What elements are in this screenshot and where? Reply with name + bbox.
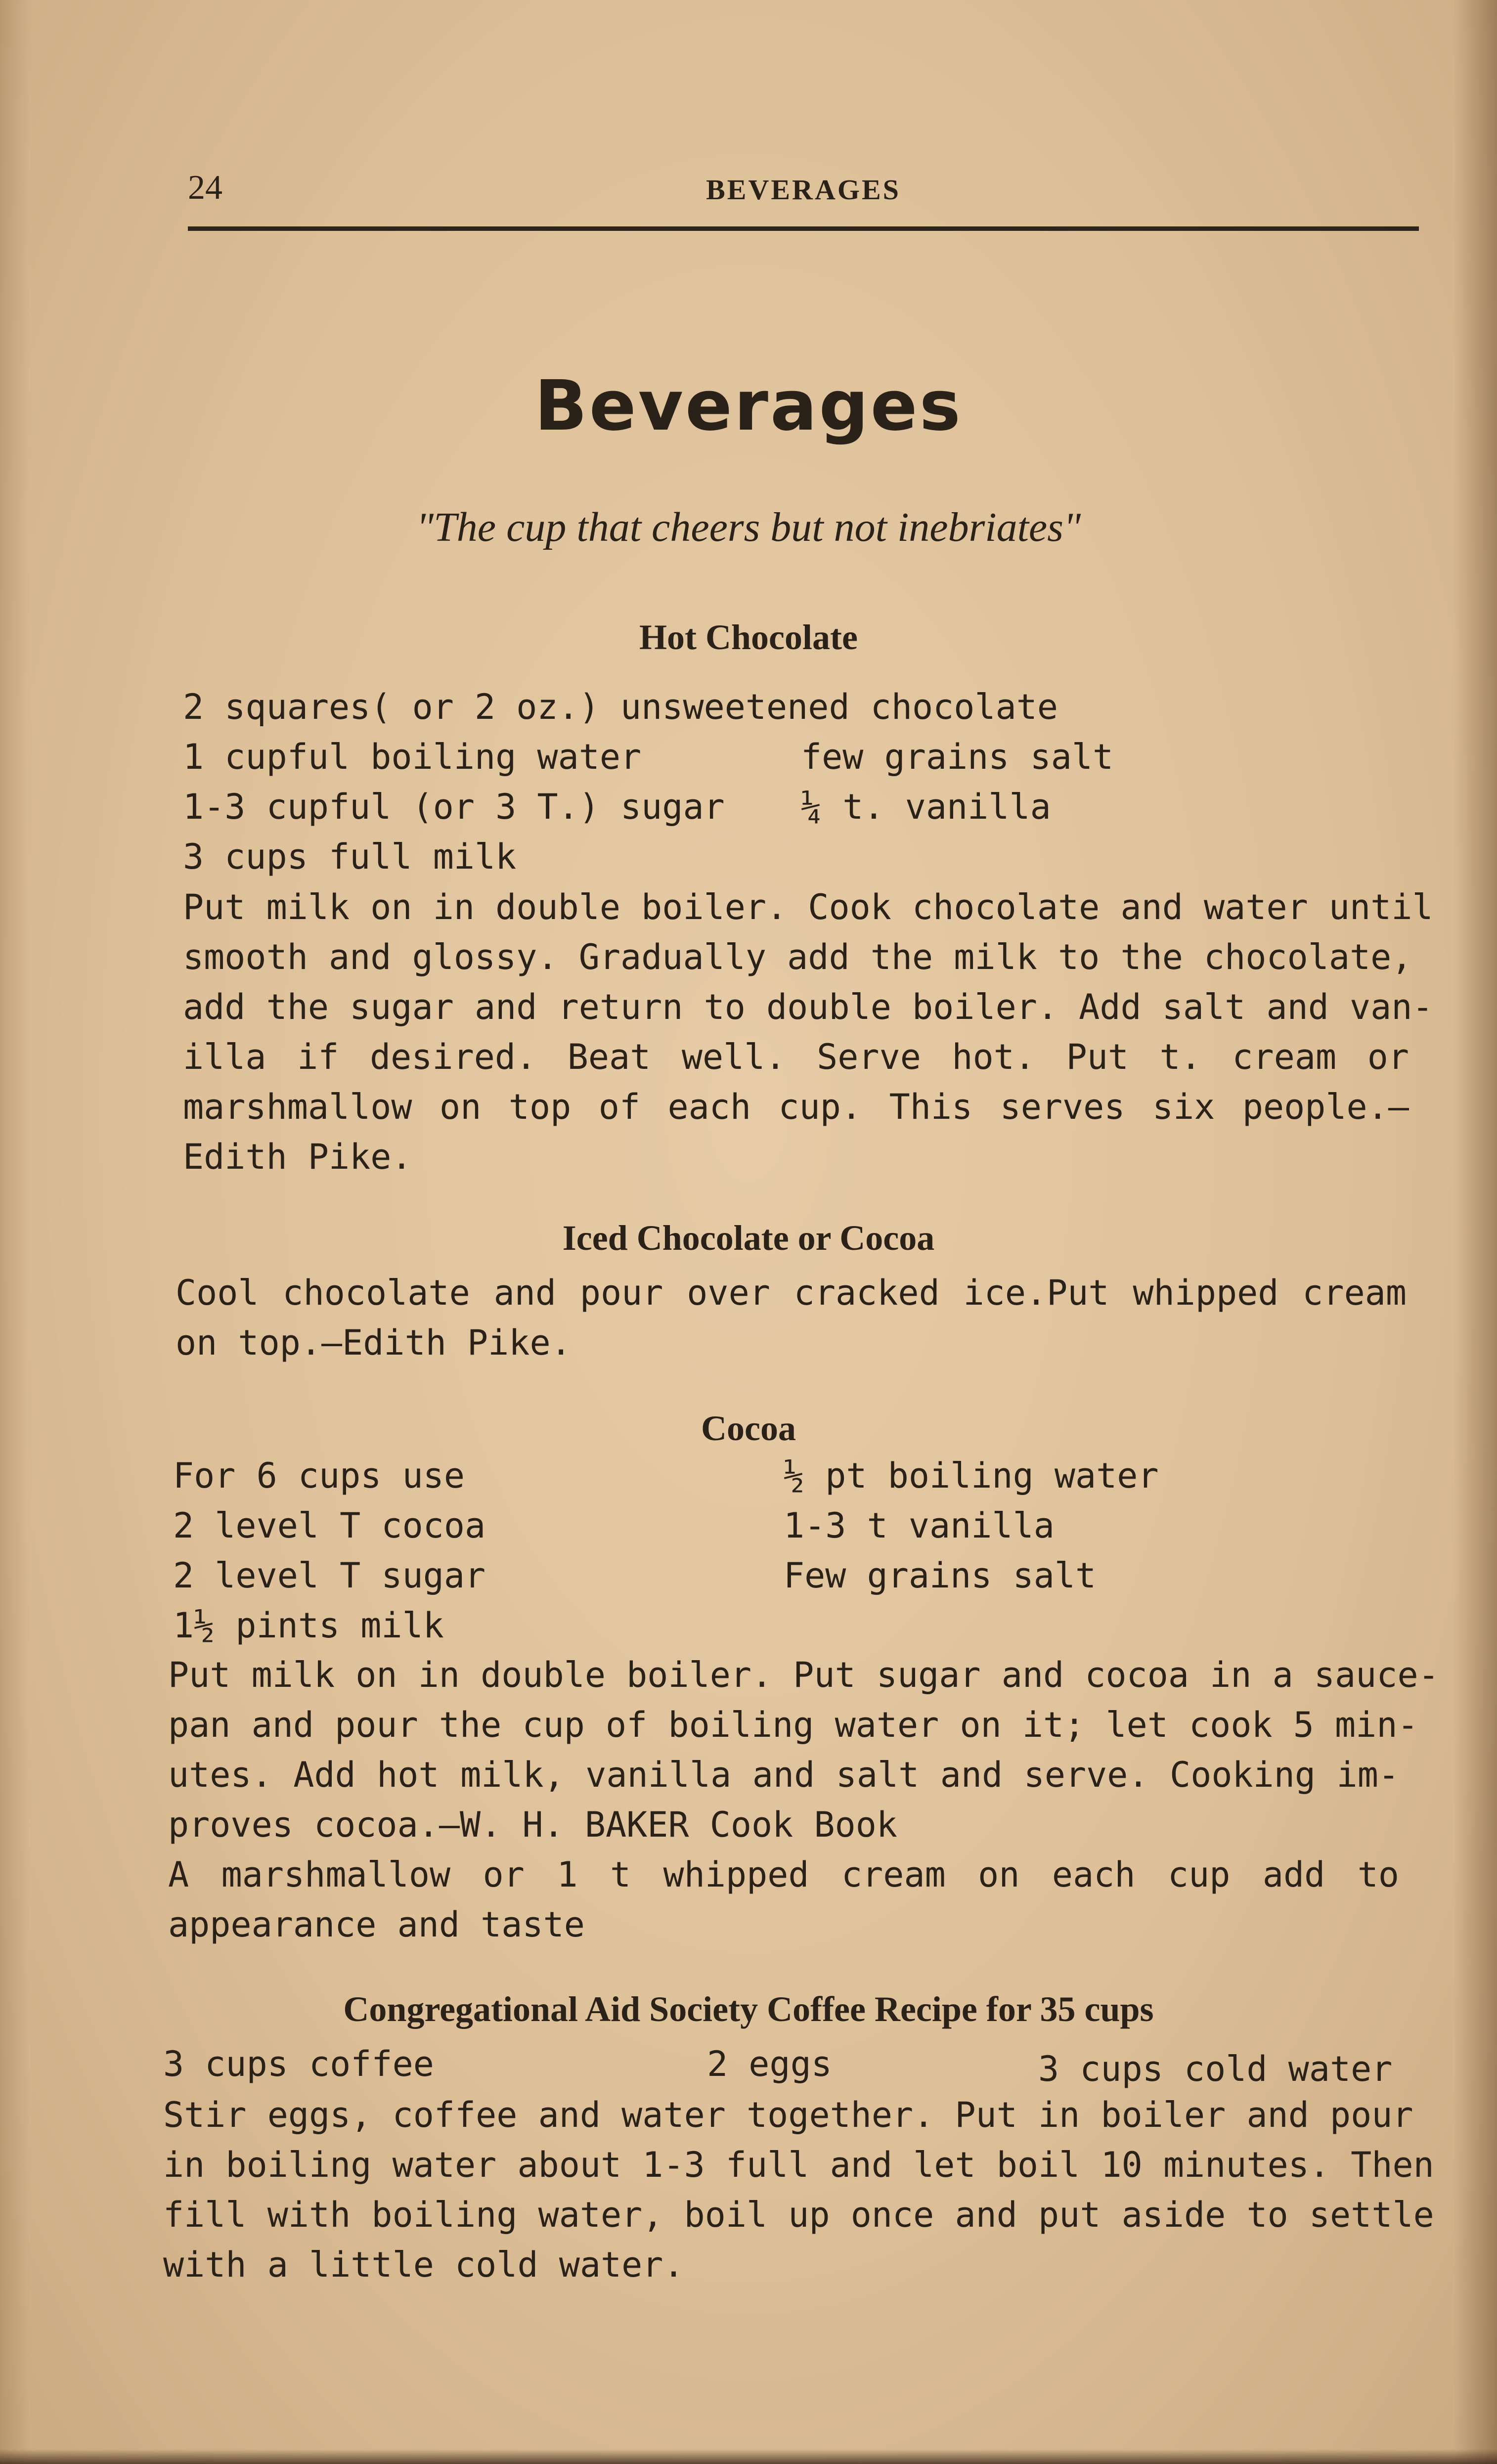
- running-title: BEVERAGES: [706, 174, 901, 206]
- coffee-directions: [163, 2095, 1434, 2297]
- iced-chocolate-heading: Iced Chocolate or Cocoa: [562, 1218, 935, 1258]
- direction-line: add the sugar and return to double boiler. Add salt and van-: [183, 987, 1433, 1027]
- ingredient-line: Few grains salt: [784, 1555, 1097, 1596]
- page-title: Beverages: [534, 366, 963, 446]
- ingredient-line: 3 cups coffee: [163, 2044, 434, 2084]
- header-rule: [188, 226, 1419, 231]
- direction-line: Put milk on in double boiler. Cook chocolate and water until: [183, 887, 1433, 927]
- cocoa-directions: [168, 1655, 1439, 1957]
- direction-line: marshmallow on top of each cup. This serves six people.—: [183, 1087, 1409, 1127]
- hot-chocolate-directions: [183, 887, 1433, 1189]
- ingredient-line: 2 level T sugar: [173, 1555, 486, 1596]
- direction-line: appearance and taste: [168, 1904, 585, 1945]
- direction-line: pan and pour the cup of boiling water on it; let cook 5 min-: [168, 1705, 1418, 1745]
- direction-line: smooth and glossy. Gradually add the milk to the chocolate,: [183, 937, 1412, 977]
- direction-line: in boiling water about 1-3 full and let boil 10 minutes. Then: [163, 2145, 1434, 2185]
- ingredient-line: 1-3 cupful (or 3 T.) sugar: [183, 787, 725, 827]
- direction-line: fill with boiling water, boil up once and put aside to settle: [163, 2195, 1434, 2235]
- ingredient-line: 3 cups full milk: [183, 836, 517, 877]
- hot-chocolate-heading: Hot Chocolate: [639, 617, 858, 657]
- direction-line: on top.—Edith Pike.: [176, 1322, 572, 1363]
- direction-line: Cool chocolate and pour over cracked ice.Put whipped cream: [176, 1273, 1407, 1313]
- cocoa-heading: Cocoa: [701, 1408, 796, 1448]
- ingredient-line: ½ pt boiling water: [784, 1455, 1159, 1496]
- ingredient-line: ¼ t. vanilla: [801, 787, 1051, 827]
- direction-line: proves cocoa.—W. H. BAKER Cook Book: [168, 1804, 898, 1845]
- ingredient-line: 2 eggs: [707, 2044, 832, 2084]
- ingredient-line: 1½ pints milk: [173, 1605, 444, 1646]
- coffee-heading: Congregational Aid Society Coffee Recipe for 35 cups: [343, 1989, 1154, 2029]
- ingredient-line: 2 squares( or 2 oz.) unsweetened chocolate: [183, 687, 1058, 727]
- direction-line: with a little cold water.: [163, 2244, 684, 2285]
- iced-chocolate-directions: [176, 1273, 1407, 1375]
- direction-line: Edith Pike.: [183, 1137, 412, 1177]
- epigraph: "The cup that cheers but not inebriates": [416, 504, 1081, 550]
- page-bottom-edge: [0, 2449, 1497, 2464]
- direction-line: A marshmallow or 1 t whipped cream on each cup add to: [168, 1854, 1399, 1895]
- page-header: [188, 163, 1419, 213]
- ingredient-line: 1 cupful boiling water: [183, 737, 642, 777]
- direction-line: Stir eggs, coffee and water together. Put in boiler and pour: [163, 2095, 1413, 2135]
- ingredient-line: 2 level T cocoa: [173, 1505, 486, 1546]
- direction-line: utes. Add hot milk, vanilla and salt and serve. Cooking im-: [168, 1755, 1399, 1795]
- direction-line: illa if desired. Beat well. Serve hot. Put t. cream or: [183, 1037, 1409, 1077]
- ingredient-line: For 6 cups use: [173, 1455, 465, 1496]
- page-number: 24: [188, 169, 222, 207]
- direction-line: Put milk on in double boiler. Put sugar and cocoa in a sauce-: [168, 1655, 1439, 1695]
- ingredient-line: few grains salt: [801, 737, 1114, 777]
- ingredient-line: 1-3 t vanilla: [784, 1505, 1055, 1546]
- ingredient-line: 3 cups cold water: [1038, 2049, 1393, 2089]
